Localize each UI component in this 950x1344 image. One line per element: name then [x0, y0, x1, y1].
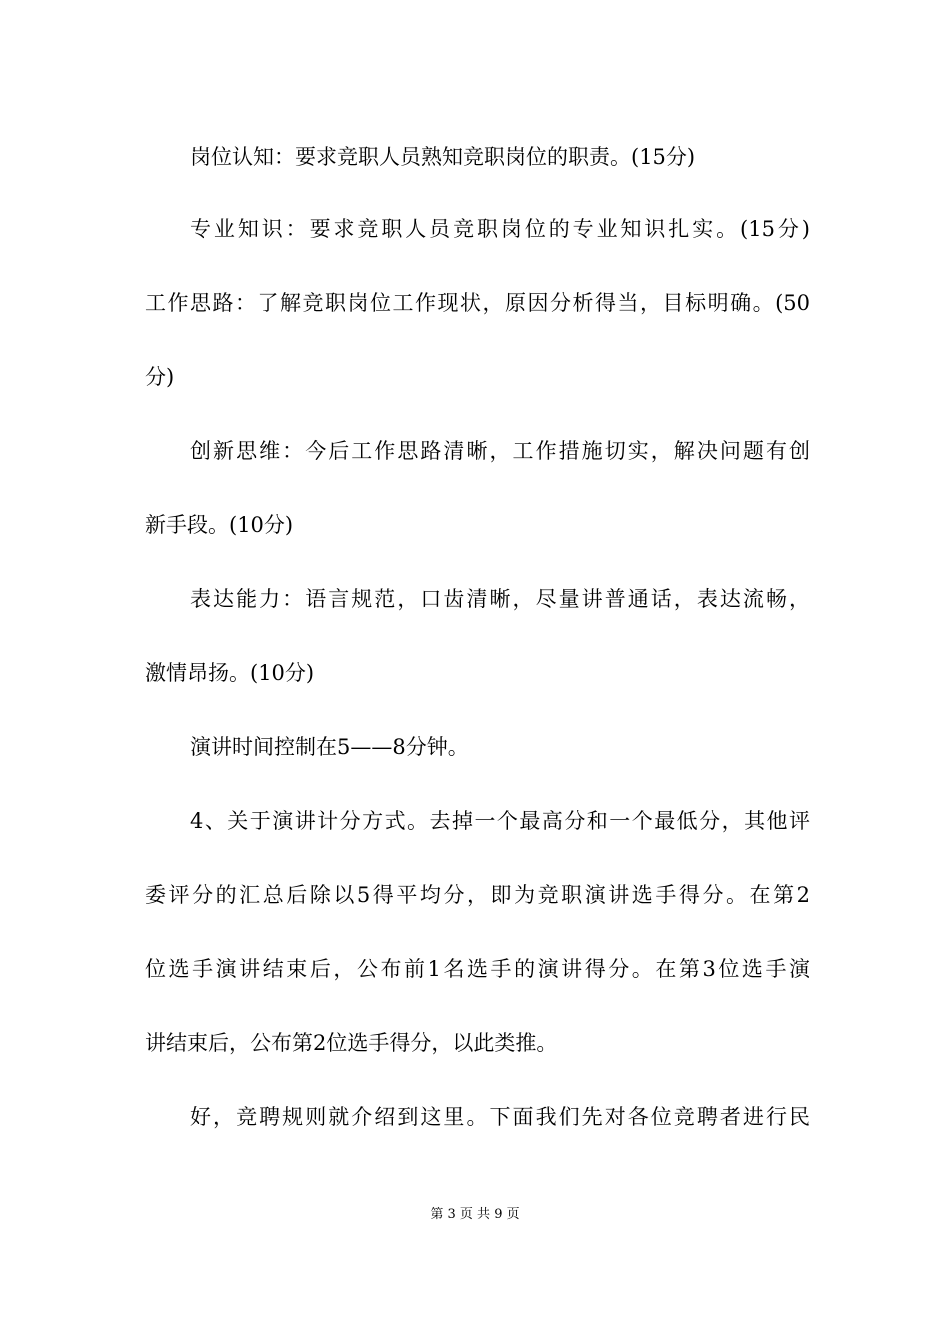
paragraph-line: 委评分的汇总后除以5得平均分，即为竞职演讲选手得分。在第2	[145, 883, 810, 907]
paragraph-line: 好，竞聘规则就介绍到这里。下面我们先对各位竞聘者进行民	[190, 1105, 810, 1129]
paragraph-line: 岗位认知：要求竞职人员熟知竞职岗位的职责。(15分)	[190, 145, 696, 169]
paragraph-line: 创新思维：今后工作思路清晰，工作措施切实，解决问题有创	[190, 439, 810, 463]
paragraph-line: 位选手演讲结束后，公布前1名选手的演讲得分。在第3位选手演	[145, 957, 810, 981]
paragraph-line: 工作思路：了解竞职岗位工作现状，原因分析得当，目标明确。(50	[145, 291, 810, 315]
paragraph-line: 激情昂扬。(10分)	[145, 661, 315, 685]
paragraph-line: 专业知识：要求竞职人员竞职岗位的专业知识扎实。(15分)	[190, 217, 810, 241]
paragraph-line: 分)	[145, 365, 175, 389]
paragraph-line: 新手段。(10分)	[145, 513, 294, 537]
paragraph-line: 表达能力：语言规范，口齿清晰，尽量讲普通话，表达流畅，	[190, 587, 810, 611]
paragraph-line: 演讲时间控制在5——8分钟。	[190, 735, 469, 759]
paragraph-line: 4、关于演讲计分方式。去掉一个最高分和一个最低分，其他评	[190, 809, 810, 833]
page-number-footer: 第 3 页 共 9 页	[430, 1207, 520, 1222]
paragraph-line: 讲结束后，公布第2位选手得分，以此类推。	[145, 1031, 558, 1055]
